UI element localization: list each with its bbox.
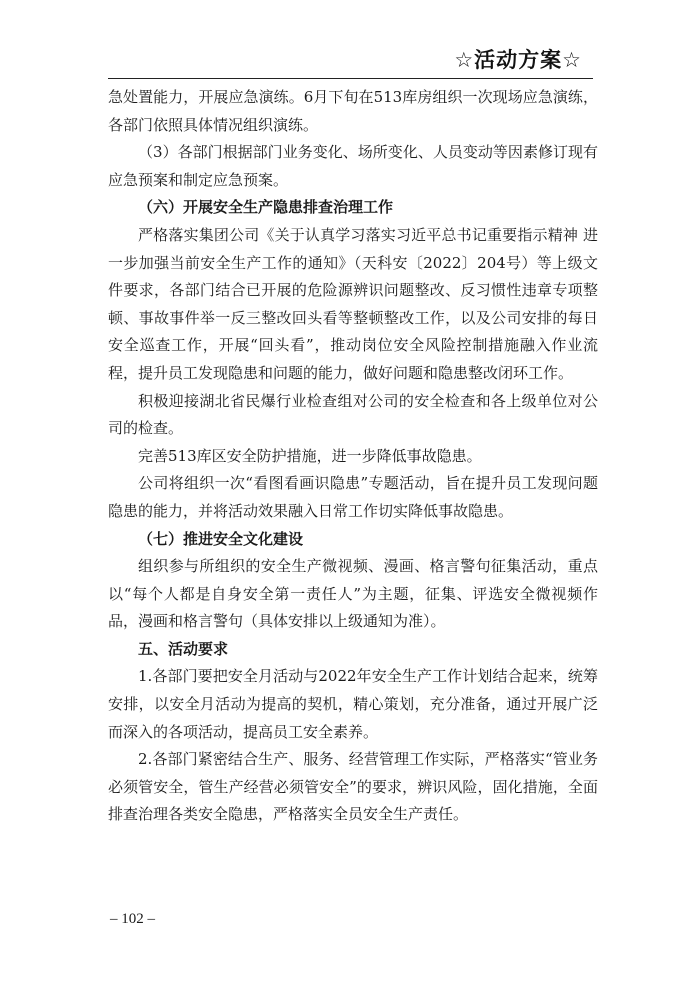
paragraph: （3）各部门根据部门业务变化、场所变化、人员变动等因素修订现有应急预案和制定应急预案。	[108, 143, 598, 189]
header-title: ☆活动方案☆	[454, 48, 582, 72]
paragraph: 2.各部门紧密结合生产、服务、经营管理工作实际，严格落实“管业务必须管安全，管生产经营必须管安全”的要求，辨识风险，固化措施，全面排查治理各类安全隐患，严格落实全员安全生产责任。	[108, 750, 598, 824]
paragraph: 积极迎接湖北省民爆行业检查组对公司的安全检查和各上级单位对公司的检查。	[108, 391, 598, 438]
header-divider	[108, 78, 593, 79]
paragraph: 急处置能力，开展应急演练。6月下旬在513库房组织一次现场应急演练，各部门依照具体情况组织演练。	[108, 88, 598, 134]
section-heading: （六）开展安全生产隐患排查治理工作	[138, 198, 394, 217]
document-body	[108, 84, 598, 829]
paragraph: 完善513库区安全防护措施，进一步降低事故隐患。	[138, 446, 482, 465]
paragraph: 组织参与所组织的安全生产微视频、漫画、格言警句征集活动，重点以“每个人都是自身安全第一责任人”为主题，征集、评选安全微视频作品，漫画和格言警句（具体安排以上级通知为准）。	[108, 557, 598, 631]
paragraph: 公司将组织一次“看图看画识隐患”专题活动，旨在提升员工发现问题隐患的能力，并将活动效果融入日常工作切实降低事故隐患。	[108, 474, 598, 520]
paragraph: 严格落实集团公司《关于认真学习落实习近平总书记重要指示精神 进一步加强当前安全生产工作的通知》（天科安〔2022〕204号）等上级文件要求，各部门结合已开展的危险源辨识问题整改、反习惯性违章专项整顿、事故事件举一反三整改回头看等整顿整改工作，以及公司安排的每日安全巡查工作，开展“回头看”，推动岗位安全风险控制措施融入作业流程，提升员工发现隐患和问题的能力，做好问题和隐患整改闭环工作。	[108, 225, 598, 382]
section-heading: 五、活动要求	[138, 639, 229, 658]
section-heading: （七）推进安全文化建设	[138, 529, 304, 548]
page-number: – 102 –	[110, 911, 155, 927]
paragraph: 1.各部门要把安全月活动与2022年安全生产工作计划结合起来，统筹安排，以安全月活动为提高的契机，精心策划，充分准备，通过开展广泛而深入的各项活动，提高员工安全素养。	[108, 667, 598, 741]
